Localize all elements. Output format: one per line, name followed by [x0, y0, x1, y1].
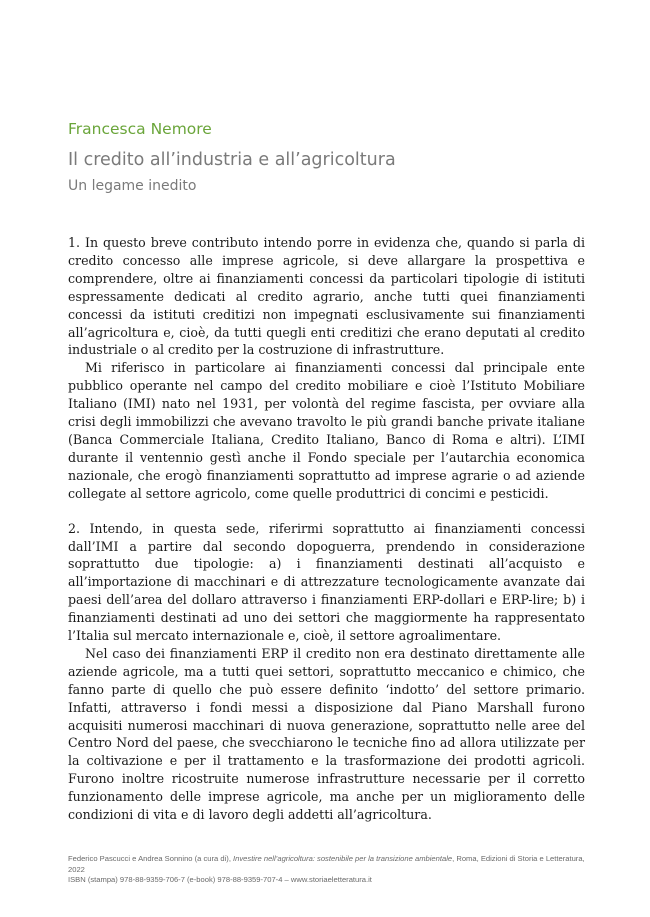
- body-text: [68, 234, 585, 824]
- paragraph-3: 2. Intendo, in questa sede, riferirmi soprattutto ai finanziamenti concessi dall’IMI a partire dal secondo dopoguerra, prendendo in considerazione soprattutto due tipologie: a) i finanziamenti destinati all’acquisto e all’importazione di macchinari e di attrezzature tecnologicamente avanzate dai paesi dell’area del dollaro attraverso i finanziamenti ERP-dollari e ERP-lire; b) i finanziamenti destinati ad uno dei settori che maggiormente ha rappresentato l’Italia sul mercato internazionale e, cioè, il settore agroalimentare.: [68, 520, 585, 644]
- paragraph-1: 1. In questo breve contributo intendo porre in evidenza che, quando si parla di credito concesso alle imprese agricole, si deve allargare la prospettiva e comprendere, oltre ai finanziamenti concessi da particolari tipologie di istituti espressamente dedicati al credito agrario, anche tutti quei finanziamenti concessi da istituti creditizi non impegnati esclusivamente sui finanziamenti all’agricoltura e, cioè, da tutti quegli enti creditizi che erano deputati al credito industriale o al credito per la costruzione di infrastrutture.: [68, 235, 585, 358]
- footer-note: [68, 854, 588, 886]
- chapter-subtitle: Un legame inedito: [68, 178, 197, 194]
- citation-publisher: , Roma, Edizioni di Storia e Letteratura, 2022: [68, 854, 585, 874]
- paragraph-2: Mi riferisco in particolare ai finanziamenti concessi dal principale ente pubblico operante nel campo del credito mobiliare e cioè l’Istituto Mobiliare Italiano (IMI) nato nel 1931, per volontà del regime fascista, per ovviare alla crisi degli immobilizzi che avevano travolto le più grandi banche private italiane (Banca Commerciale Italiana, Credito Italiano, Banco di Roma e altri). L’IMI durante il ventennio gestì anche il Fondo speciale per l’autarchia economica nazionale, che erogò finanziamenti soprattutto ad imprese agrarie o ad aziende collegate al settore agricolo, come quelle produttrici di concimi e pesticidi.: [68, 360, 585, 501]
- chapter-title: Il credito all’industria e all’agricoltura: [68, 150, 396, 170]
- paragraph-4: Nel caso dei finanziamenti ERP il credito non era destinato direttamente alle aziende agricole, ma a tutti quei settori, soprattutto meccanico e chimico, che fanno parte di quello che può essere definito ‘indotto’ del settore primario. Infatti, attraverso i fondi messi a disposizione dal Piano Marshall furono acquisiti numerosi macchinari di nuova generazione, soprattutto nelle aree del Centro Nord del paese, che svecchiarono le tecniche fino ad allora utilizzate per la coltivazione e per il trattamento e la trasformazione dei prodotti agricoli. Furono inoltre ricostruite numerose infrastrutture necessarie per il corretto funzionamento delle imprese agricole, ma anche per un miglioramento delle condizioni di vita e di lavoro degli addetti all’agricoltura.: [68, 645, 585, 823]
- citation-authors: Federico Pascucci e Andrea Sonnino (a cura di),: [68, 854, 234, 863]
- chapter-author: Francesca Nemore: [68, 120, 212, 138]
- footer-citation: [68, 854, 588, 875]
- footer-isbn: ISBN (stampa) 978-88-9359-706-7 (e-book) 978-88-9359-707-4 – www.storiaeletteratura.it: [68, 875, 372, 884]
- citation-book-title: Investire nell’agricoltura: sostenibile per la transizione ambientale: [233, 854, 453, 863]
